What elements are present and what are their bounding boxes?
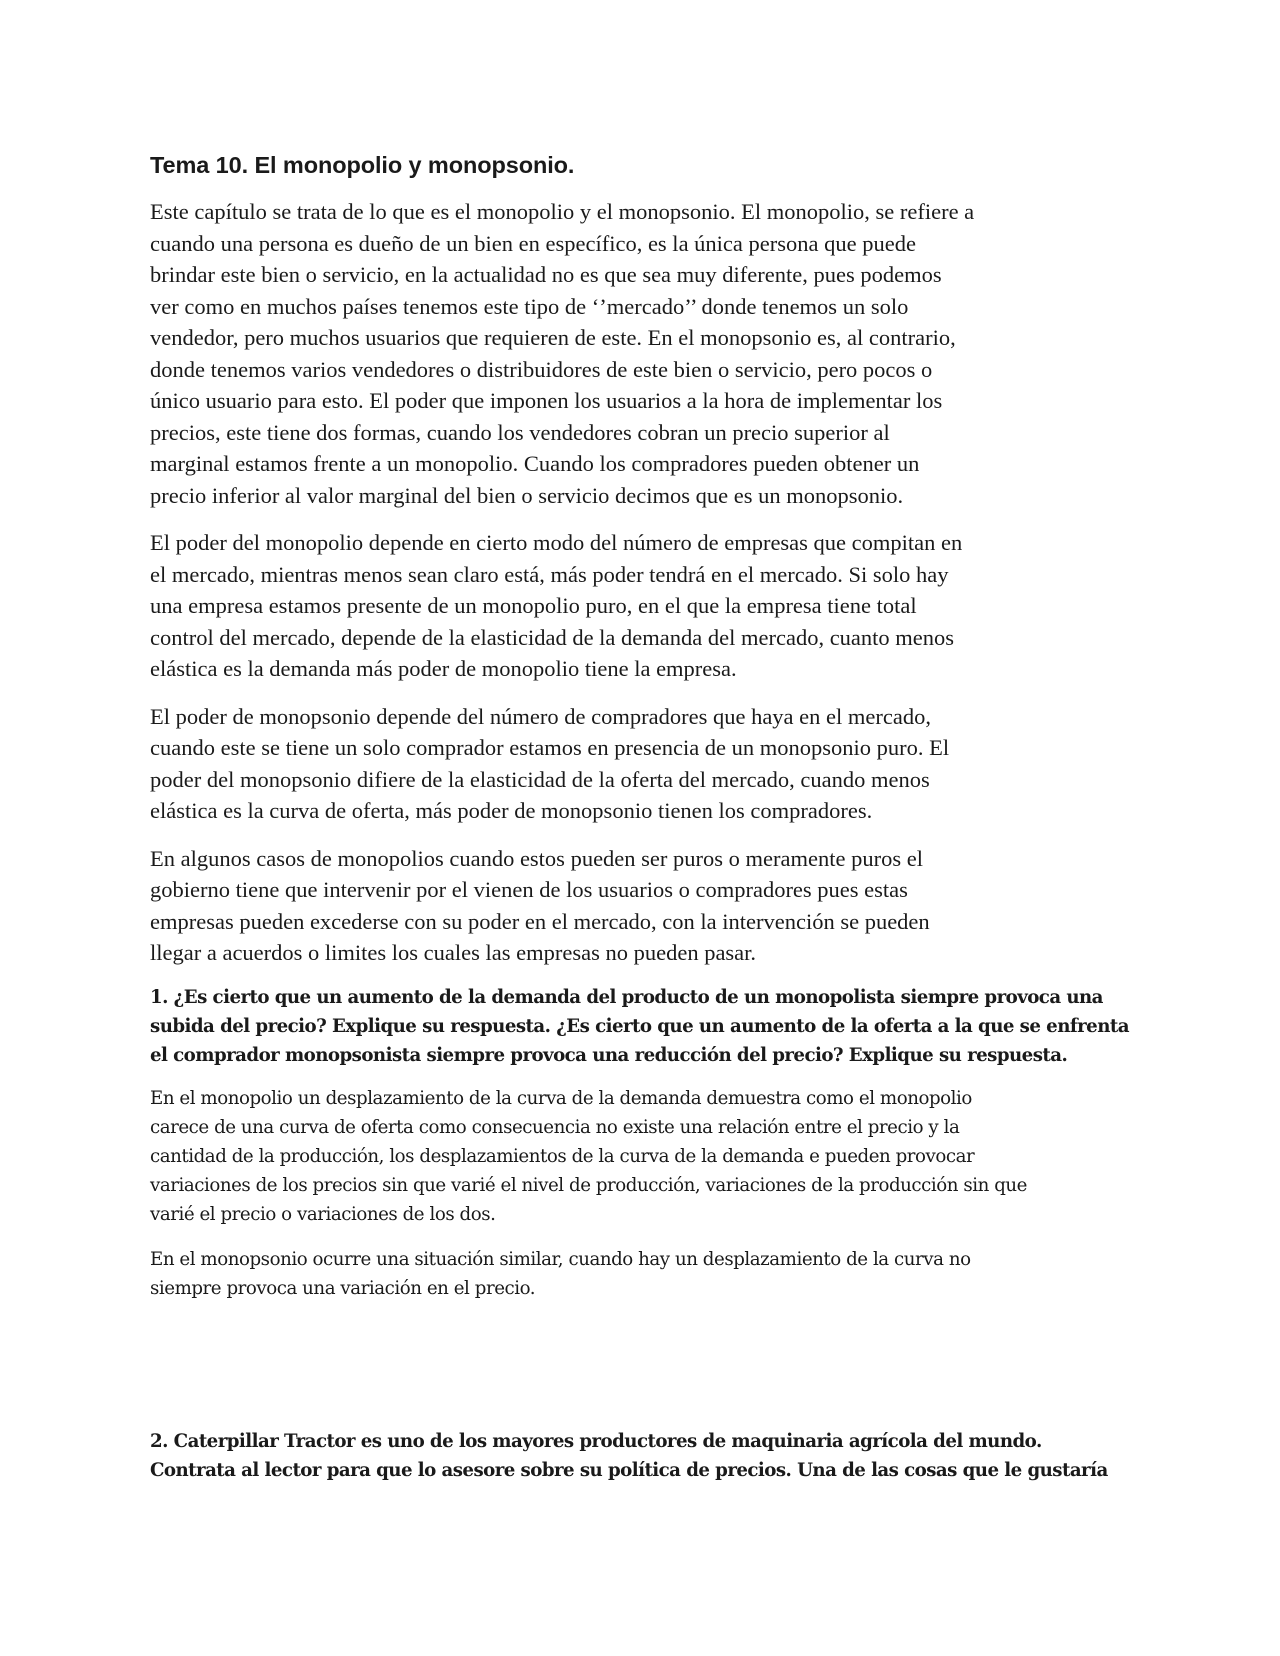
answer-1-monopsony xyxy=(150,1245,1135,1303)
text-line: elástica es la curva de oferta, más poder de monopsonio tienen los compradores. xyxy=(150,798,873,823)
text-line: precio inferior al valor marginal del bien o servicio decimos que es un monopsonio. xyxy=(150,482,904,508)
text-line: brindar este bien o servicio, en la actualidad no es que sea muy diferente, pues podemos xyxy=(150,262,942,287)
paragraph-monopsony-power xyxy=(150,701,1135,827)
blank-space xyxy=(150,1319,1135,1427)
text-line: 2. Caterpillar Tractor es uno de los mayores productores de maquinaria agrícola del mundo. xyxy=(150,1430,1042,1452)
paragraph-monopoly-definition xyxy=(150,196,1135,511)
text-line: donde tenemos varios vendedores o distribuidores de este bien o servicio, pero pocos o xyxy=(150,356,933,382)
text-line: poder del monopsonio difiere de la elasticidad de la oferta del mercado, cuando menos xyxy=(150,766,930,792)
document-title: Tema 10. El monopolio y monopsonio. xyxy=(150,152,575,178)
text-line: el mercado, mientras menos sean claro está, más poder tendrá en el mercado. Si solo hay xyxy=(150,561,949,587)
text-line: precios, este tiene dos formas, cuando los vendedores cobran un precio superior al xyxy=(150,419,890,445)
text-line: En el monopsonio ocurre una situación similar, cuando hay un desplazamiento de la curva no xyxy=(150,1248,971,1270)
question-2 xyxy=(150,1427,1135,1485)
text-line: cuando una persona es dueño de un bien en específico, es la única persona que puede xyxy=(150,230,916,256)
text-line: único usuario para esto. El poder que imponen los usuarios a la hora de implementar los xyxy=(150,388,943,413)
text-line: varié el precio o variaciones de los dos. xyxy=(150,1203,496,1225)
text-line: marginal estamos frente a un monopolio. Cuando los compradores pueden obtener un xyxy=(150,451,920,476)
text-line: El poder de monopsonio depende del número de compradores que haya en el mercado, xyxy=(150,703,931,729)
document-page xyxy=(150,150,1135,1499)
text-line: control del mercado, depende de la elasticidad de la demanda del mercado, cuanto menos xyxy=(150,624,955,650)
paragraph-government-intervention xyxy=(150,843,1135,969)
text-line: Este capítulo se trata de lo que es el monopolio y el monopsonio. El monopolio, se refiere a xyxy=(150,199,975,224)
question-1 xyxy=(150,983,1135,1070)
text-line: empresas pueden excederse con su poder en el mercado, con la intervención se pueden xyxy=(150,908,930,934)
text-line: En el monopolio un desplazamiento de la curva de la demanda demuestra como el monopolio xyxy=(150,1087,972,1109)
text-line: subida del precio? Explique su respuesta. ¿Es cierto que un aumento de la oferta a la que se enfrenta xyxy=(150,1015,1129,1037)
paragraph-monopoly-power xyxy=(150,527,1135,685)
answer-1-monopoly xyxy=(150,1084,1135,1229)
text-line: En algunos casos de monopolios cuando estos pueden ser puros o meramente puros el xyxy=(150,845,923,871)
text-line: variaciones de los precios sin que varié el nivel de producción, variaciones de la producción sin que xyxy=(150,1174,1027,1196)
text-line: Contrata al lector para que lo asesore sobre su política de precios. Una de las cosas que le gustaría xyxy=(150,1459,1108,1481)
text-line: el comprador monopsonista siempre provoca una reducción del precio? Explique su respuesta. xyxy=(150,1044,1068,1066)
text-line: El poder del monopolio depende en cierto modo del número de empresas que compitan en xyxy=(150,530,963,555)
text-line: cantidad de la producción, los desplazamientos de la curva de la demanda e pueden provocar xyxy=(150,1145,975,1167)
text-line: cuando este se tiene un solo comprador estamos en presencia de un monopsonio puro. El xyxy=(150,735,950,760)
text-line: carece de una curva de oferta como consecuencia no existe una relación entre el precio y la xyxy=(150,1116,960,1138)
text-line: ver como en muchos países tenemos este tipo de ‘’mercado’’ donde tenemos un solo xyxy=(150,293,909,319)
text-line: elástica es la demanda más poder de monopolio tiene la empresa. xyxy=(150,656,737,681)
text-line: siempre provoca una variación en el precio. xyxy=(150,1277,536,1299)
text-line: gobierno tiene que intervenir por el vienen de los usuarios o compradores pues estas xyxy=(150,877,908,902)
text-line: una empresa estamos presente de un monopolio puro, en el que la empresa tiene total xyxy=(150,593,917,618)
text-line: vendedor, pero muchos usuarios que requieren de este. En el monopsonio es, al contrario, xyxy=(150,325,956,350)
text-line: 1. ¿Es cierto que un aumento de la demanda del producto de un monopolista siempre provoca una xyxy=(150,986,1103,1008)
text-line: llegar a acuerdos o limites los cuales las empresas no pueden pasar. xyxy=(150,940,757,965)
